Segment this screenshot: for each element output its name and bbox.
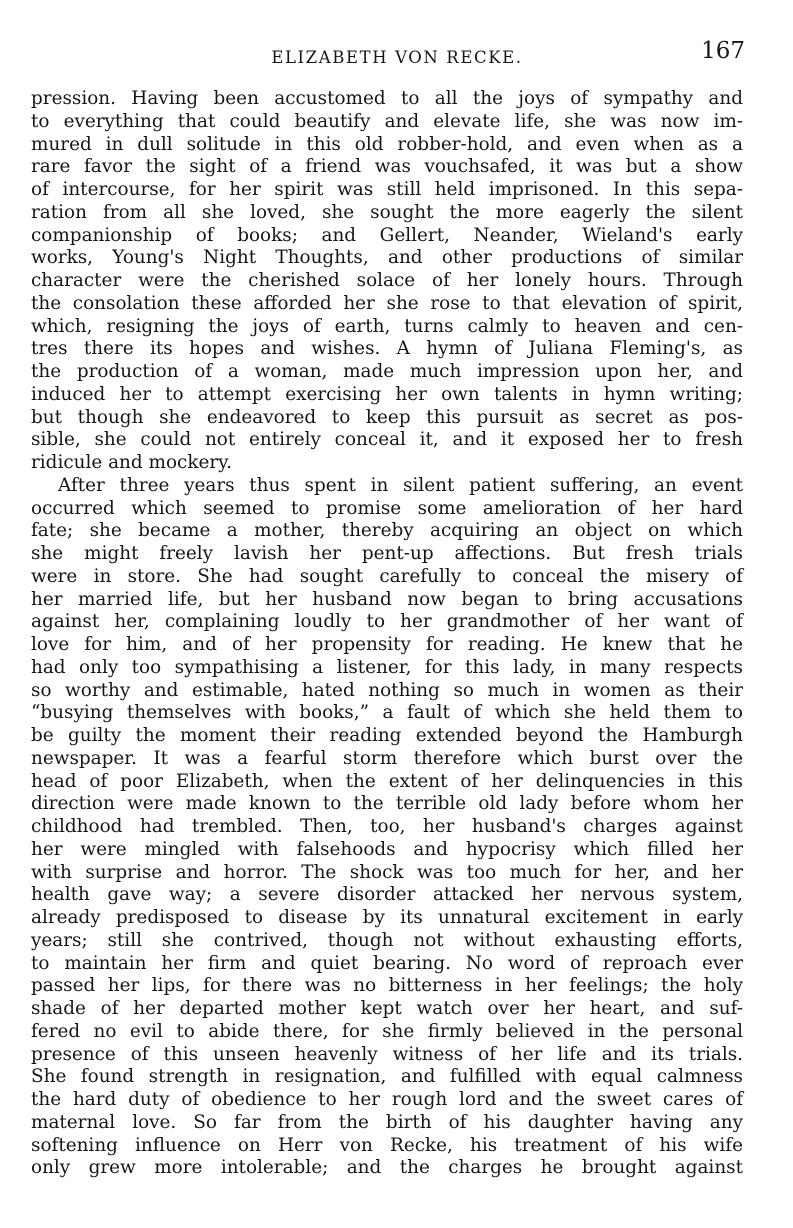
text-line: direction were made known to the terrible old lady before whom her [31,793,743,815]
page-header [31,38,743,88]
text-line: only grew more intolerable; and the charges he brought against [31,1157,743,1179]
text-line: were in store. She had sought carefully to conceal the misery of [31,565,743,587]
text-line: the production of a woman, made much impression upon her, and [31,361,743,382]
page-number: 167 [701,38,745,64]
text-line: “busying themselves with books,” a fault of which she held them to [31,702,743,724]
text-line: health gave way; a severe disorder attacked her nervous system, [31,884,743,906]
text-line: so worthy and estimable, hated nothing so much in women as their [31,679,743,701]
body-text [31,88,743,1180]
paragraph-end-line: ridicule and mockery. [31,452,232,473]
text-line: she might freely lavish her pent-up affections. But fresh trials [31,543,743,564]
text-line: passed her lips, for there was no bitterness in her feelings; the holy [31,975,743,997]
text-line: pression. Having been accustomed to all the joys of sympathy and [31,88,743,109]
text-line: years; still she contrived, though not without exhausting efforts, [31,929,743,951]
book-page [31,38,743,1180]
text-line: She found strength in resignation, and fulfilled with equal calmness [31,1066,743,1088]
text-line: softening influence on Herr von Recke, his treatment of his wife [31,1134,743,1156]
text-line: childhood had trembled. Then, too, her husband's charges against [31,816,743,837]
text-line: maternal love. So far from the birth of his daughter having any [31,1111,743,1133]
running-title: ELIZABETH VON RECKE. [271,48,523,67]
text-line: with surprise and horror. The shock was too much for her, and her [31,861,743,883]
text-line: companionship of books; and Gellert, Neander, Wieland's early [31,224,743,246]
text-line: be guilty the moment their reading extended beyond the Hamburgh [31,725,743,746]
text-line: which, resigning the joys of earth, turns calmly to heaven and cen- [31,315,743,337]
text-line: ration from all she loved, she sought the more eagerly the silent [31,201,743,223]
text-line: to everything that could beautify and elevate life, she was now im- [31,110,743,132]
text-line: against her, complaining loudly to her grandmother of her want of [31,611,743,633]
text-line: fered no evil to abide there, for she firmly believed in the personal [31,1020,743,1042]
text-line: love for him, and of her propensity for reading. He knew that he [31,634,743,655]
text-line: occurred which seemed to promise some amelioration of her hard [31,497,743,519]
text-line: to maintain her firm and quiet bearing. No word of reproach ever [31,952,743,974]
text-line: induced her to attempt exercising her own talents in hymn writing; [31,383,743,405]
text-line: character were the cherished solace of her lonely hours. Through [31,270,743,291]
text-line: the consolation these afforded her she rose to that elevation of spirit, [31,292,743,314]
text-line: newspaper. It was a fearful storm therefore which burst over the [31,747,743,769]
text-line: works, Young's Night Thoughts, and other productions of similar [31,247,743,269]
text-line: fate; she became a mother, thereby acquiring an object on which [31,520,743,542]
paragraph-first-line: After three years thus spent in silent patient suffering, an event [58,474,743,496]
text-line: already predisposed to disease by its unnatural excitement in early [31,907,743,928]
text-line: sible, she could not entirely conceal it, and it exposed her to fresh [31,429,743,451]
text-line: of intercourse, for her spirit was still held imprisoned. In this sepa- [31,179,743,200]
text-line: her were mingled with falsehoods and hypocrisy which filled her [31,838,743,860]
text-line: mured in dull solitude in this old robber-hold, and even when as a [31,133,743,155]
text-line: but though she endeavored to keep this pursuit as secret as pos- [31,406,743,428]
text-line: head of poor Elizabeth, when the extent of her delinquencies in this [31,770,743,792]
text-line: rare favor the sight of a friend was vouchsafed, it was but a show [31,156,743,178]
text-line: presence of this unseen heavenly witness of her life and its trials. [31,1043,743,1065]
text-line: shade of her departed mother kept watch over her heart, and suf- [31,998,743,1019]
text-line: tres there its hopes and wishes. A hymn of Juliana Fleming's, as [31,338,743,360]
text-line: the hard duty of obedience to her rough lord and the sweet cares of [31,1089,743,1110]
text-line: had only too sympathising a listener, for this lady, in many respects [31,656,743,678]
text-line: her married life, but her husband now began to bring accusations [31,588,743,610]
